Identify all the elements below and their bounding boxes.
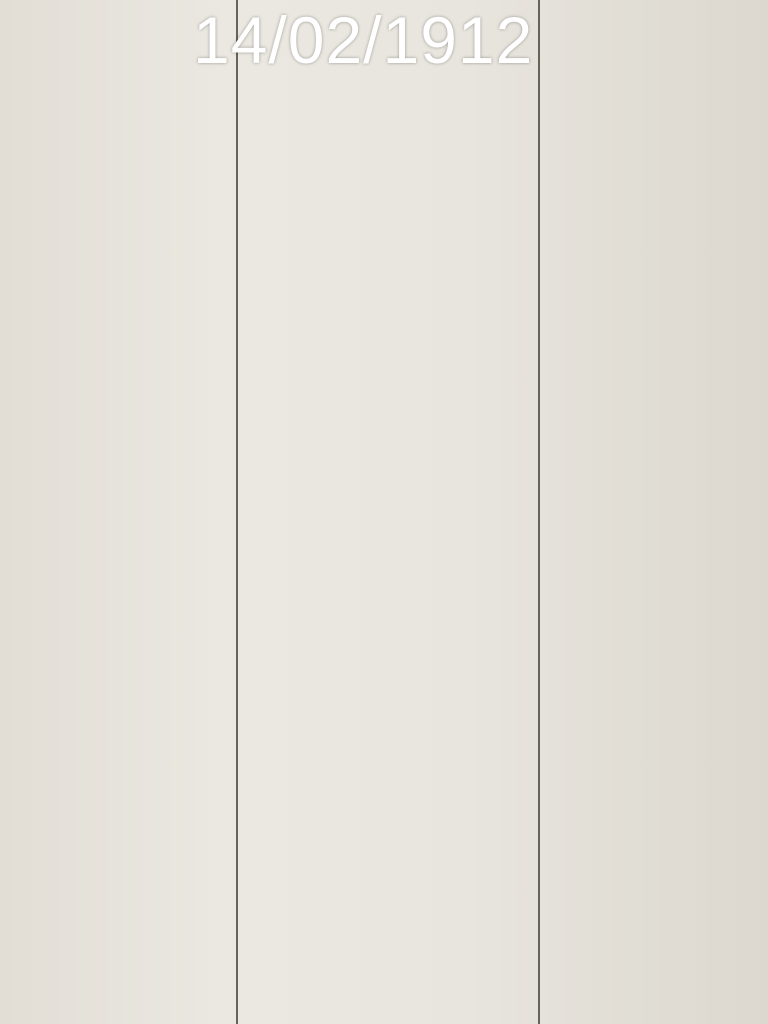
date-stamp: 14/02/1912 [193,3,534,77]
column-rule [538,0,540,1024]
column-rule [236,0,238,1024]
